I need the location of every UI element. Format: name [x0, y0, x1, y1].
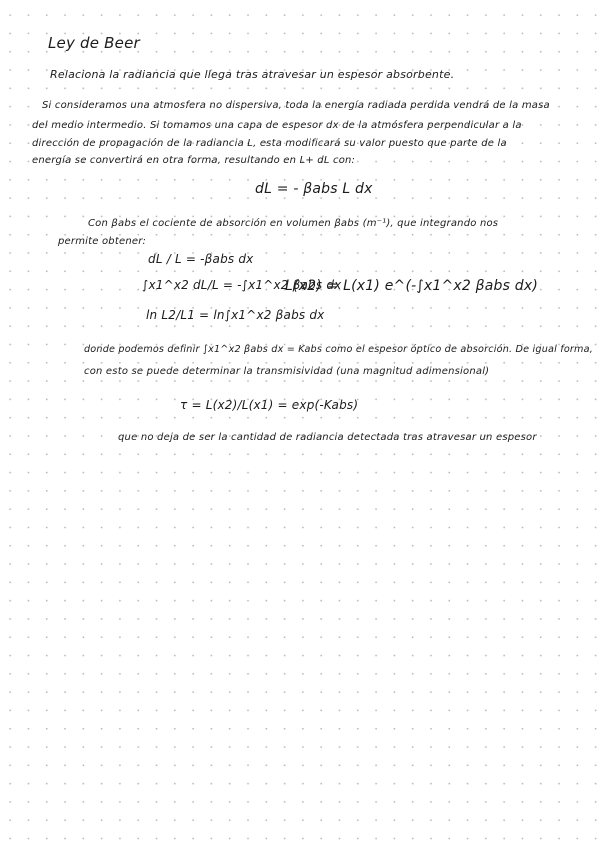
subtitle: Relaciona la radiancia que llega tras atravesar un espesor absorbente. — [50, 68, 455, 81]
equation-4: ln L2/L1 = ln∫x1^x2 βabs dx — [146, 308, 325, 322]
equation-2: dL / L = -βabs dx — [148, 252, 254, 266]
paragraph-3-line: donde podemos definir ∫x1^x2 βabs dx = Kabs como el espesor óptico de absorción. De igual forma, — [84, 344, 594, 355]
paragraph-2-line: permite obtener: — [58, 236, 147, 247]
paragraph-2-line: Con βabs el cociente de absorción en volumen βabs (m⁻¹), que integrando nos — [88, 218, 499, 229]
paragraph-1-line: Si consideramos una atmosfera no dispersiva, toda la energía radiada perdida vendrá de la masa — [42, 100, 550, 111]
paragraph-1-line: energía se convertirá en otra forma, resultando en L+ dL con: — [32, 155, 356, 166]
equation-result: L(x2) = L(x1) e^(-∫x1^x2 βabs dx) — [285, 278, 539, 294]
equation-3: ∫x1^x2 dL/L = -∫x1^x2 βabs dx — [142, 278, 342, 292]
paragraph-3-line: con esto se puede determinar la transmisividad (una magnitud adimensional) — [84, 366, 490, 377]
paragraph-4: que no deja de ser la cantidad de radiancia detectada tras atravesar un espesor — [118, 432, 537, 443]
paragraph-1-line: del medio intermedio. Si tomamos una capa de espesor dx de la atmósfera perpendicular a la — [32, 120, 522, 131]
paragraph-1-line: dirección de propagación de la radiancia L, esta modificará su valor puesto que parte de la — [32, 138, 507, 149]
equation-1: dL = - βabs L dx — [255, 181, 373, 197]
equation-5: τ = L(x2)/L(x1) = exp(-Kabs) — [180, 398, 359, 412]
page-title: Ley de Beer — [48, 34, 140, 52]
